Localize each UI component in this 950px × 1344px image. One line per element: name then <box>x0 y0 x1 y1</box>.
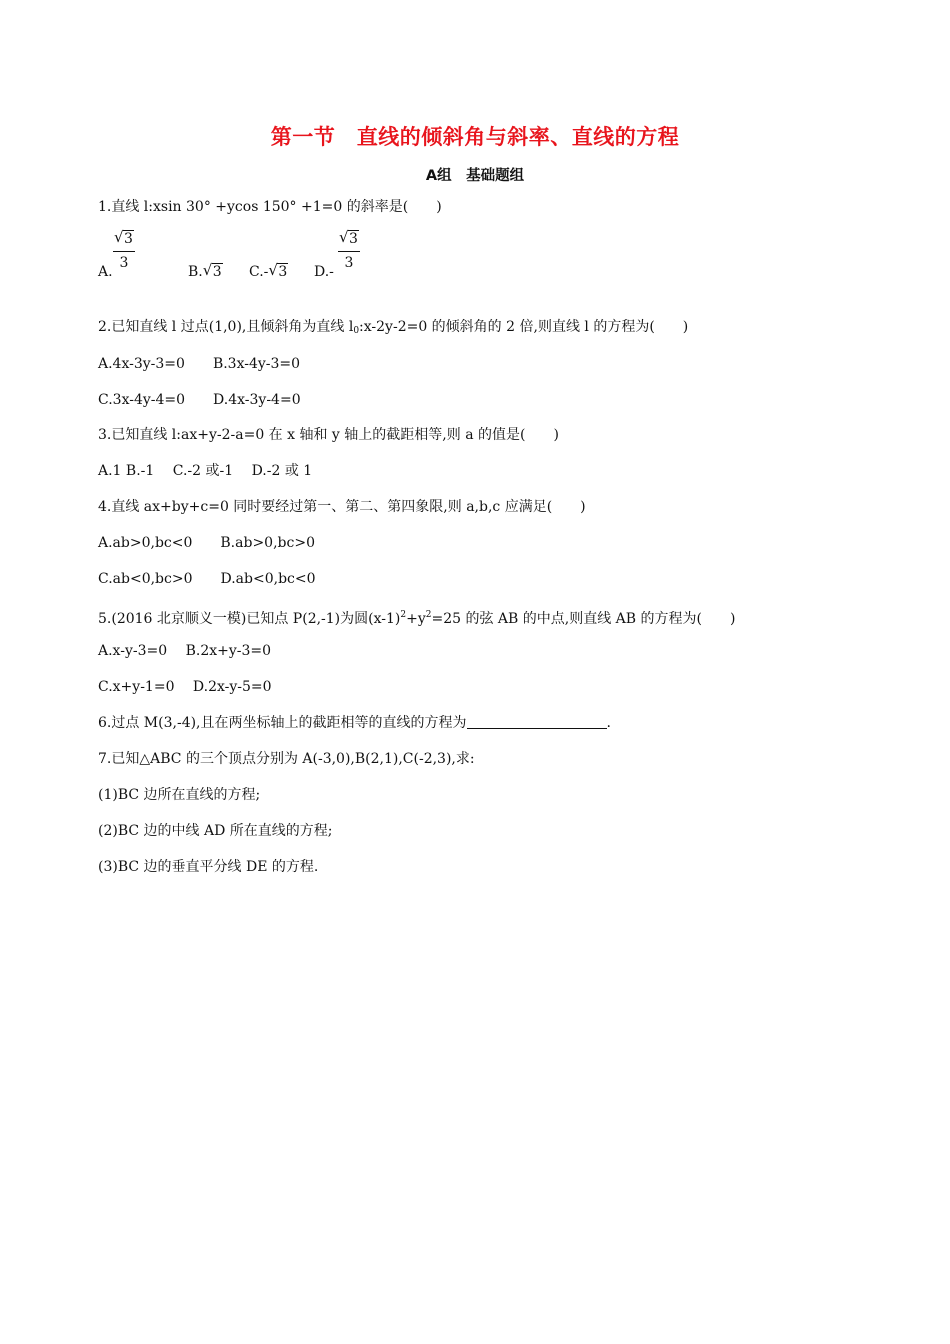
q2-stem-part-a: 2.已知直线 l 过点(1,0),且倾斜角为直线 l <box>98 319 354 335</box>
q2-options-row-2: C.3x-4y-4=0 D.4x-3y-4=0 <box>98 392 301 408</box>
q1-option-a-label: A. <box>98 264 113 280</box>
q1-option-b: B. √ 3 <box>188 261 222 280</box>
q5-options-row-1: A.x-y-3=0 B.2x+y-3=0 <box>98 643 272 659</box>
question-2-stem <box>98 317 688 341</box>
q1-d-numerator: 3 <box>349 231 358 247</box>
question-4-stem: 4.直线 ax+by+c=0 同时要经过第一、第二、第四象限,则 a,b,c 应满足( ) <box>98 499 586 515</box>
q4-options-row-2: C.ab<0,bc>0 D.ab<0,bc<0 <box>98 571 316 587</box>
q2-options-row-1: A.4x-3y-3=0 B.3x-4y-3=0 <box>98 356 301 372</box>
q2-subscript: 0 <box>353 326 360 336</box>
q1-option-a-fraction: √ 3 3 <box>113 228 135 272</box>
q1-c-radicand: 3 <box>278 264 288 280</box>
q5-superscript-2: 2 <box>425 610 432 620</box>
q5-superscript-1: 2 <box>400 610 407 620</box>
q3-options-row-1: A.1 B.-1 C.-2 或-1 D.-2 或 1 <box>98 463 313 479</box>
q4-options-row-1: A.ab>0,bc<0 B.ab>0,bc>0 <box>98 535 315 551</box>
q1-d-denominator: 3 <box>344 255 354 271</box>
q1-option-d-fraction: √ 3 3 <box>338 228 360 272</box>
q1-option-c: C.- √ 3 <box>249 261 288 280</box>
q6-stem-text: 6.过点 M(3,-4),且在两坐标轴上的截距相等的直线的方程为 <box>98 715 467 731</box>
q7-part-3: (3)BC 边的垂直平分线 DE 的方程. <box>98 859 319 875</box>
q1-option-c-label: C.- <box>249 264 269 280</box>
q1-option-b-label: B. <box>188 264 203 280</box>
q1-b-radicand: 3 <box>212 264 222 280</box>
q1-option-d-label: D.- <box>314 264 334 280</box>
question-6-stem <box>98 713 611 733</box>
question-5-stem <box>98 605 735 629</box>
q5-stem-part-c: =25 的弦 AB 的中点,则直线 AB 的方程为( ) <box>431 611 736 627</box>
question-1-stem: 1.直线 l:xsin 30° +ycos 150° +1=0 的斜率是( ) <box>98 199 442 215</box>
q5-stem-part-a: 5.(2016 北京顺义一模)已知点 P(2,-1)为圆(x-1) <box>98 611 401 627</box>
q6-answer-blank <box>467 714 607 729</box>
question-7-stem: 7.已知△ABC 的三个顶点分别为 A(-3,0),B(2,1),C(-2,3),求: <box>98 751 475 767</box>
q1-a-numerator: 3 <box>124 231 133 247</box>
section-title: 第一节 直线的倾斜角与斜率、直线的方程 <box>270 125 680 149</box>
q7-part-2: (2)BC 边的中线 AD 所在直线的方程; <box>98 823 333 839</box>
q5-stem-part-b: +y <box>406 611 426 627</box>
question-3-stem: 3.已知直线 l:ax+y-2-a=0 在 x 轴和 y 轴上的截距相等,则 a 的值是( ) <box>98 427 559 443</box>
q2-stem-part-b: :x-2y-2=0 的倾斜角的 2 倍,则直线 l 的方程为( ) <box>359 319 689 335</box>
q5-options-row-2: C.x+y-1=0 D.2x-y-5=0 <box>98 679 272 695</box>
group-heading: A组 基础题组 <box>425 168 525 184</box>
q6-stem-end: . <box>606 715 611 731</box>
q1-a-denominator: 3 <box>119 255 129 271</box>
q7-part-1: (1)BC 边所在直线的方程; <box>98 787 261 803</box>
